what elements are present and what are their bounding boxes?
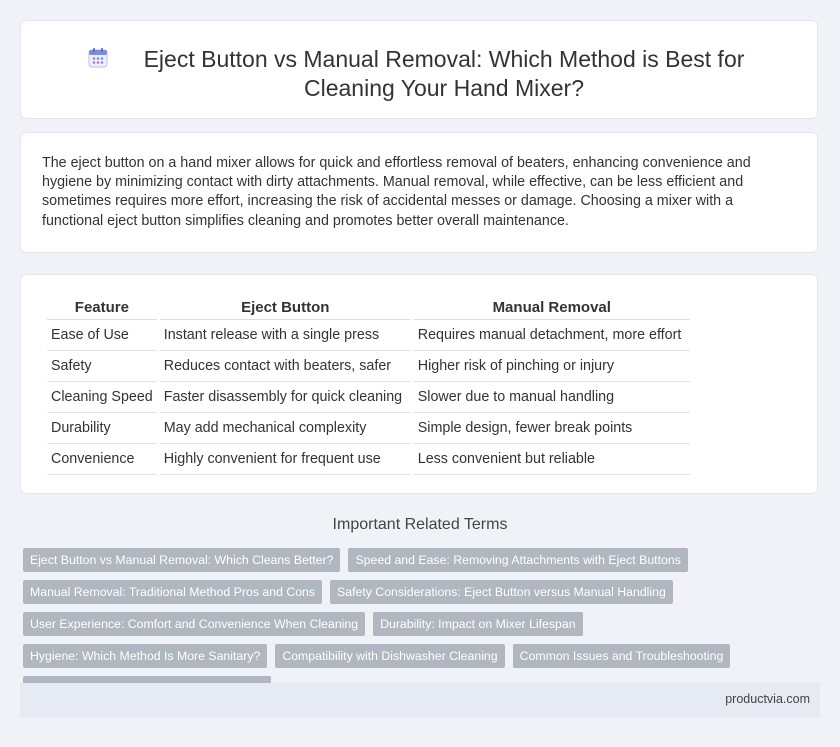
related-term-tag[interactable]: Durability: Impact on Mixer Lifespan: [373, 612, 582, 636]
related-term-tag[interactable]: Eject Button vs Manual Removal: Which Cleans Better?: [23, 548, 340, 572]
table-cell-eject: Highly convenient for frequent use: [160, 444, 411, 475]
table-cell-feature: Ease of Use: [47, 320, 157, 351]
table-row: [47, 382, 690, 413]
table-cell-manual: Less convenient but reliable: [414, 444, 690, 475]
header-manual-removal: Manual Removal: [414, 295, 690, 320]
table-cell-eject: Reduces contact with beaters, safer: [160, 351, 411, 382]
header-eject-button: Eject Button: [160, 295, 411, 320]
table-cell-manual: Slower due to manual handling: [414, 382, 690, 413]
related-term-tag[interactable]: Speed and Ease: Removing Attachments with Eject Buttons: [348, 548, 687, 572]
table-row: [47, 351, 690, 382]
related-terms-list: [23, 548, 823, 700]
table-cell-eject: May add mechanical complexity: [160, 413, 411, 444]
related-term-tag[interactable]: Manual Removal: Traditional Method Pros and Cons: [23, 580, 322, 604]
calendar-icon: [87, 47, 109, 69]
related-term-tag[interactable]: Hygiene: Which Method Is More Sanitary?: [23, 644, 267, 668]
table-row: [47, 413, 690, 444]
table-cell-eject: Instant release with a single press: [160, 320, 411, 351]
table-cell-manual: Higher risk of pinching or injury: [414, 351, 690, 382]
table-cell-eject: Faster disassembly for quick cleaning: [160, 382, 411, 413]
table-row: [47, 444, 690, 475]
intro-card: [20, 132, 818, 253]
table-cell-manual: Simple design, fewer break points: [414, 413, 690, 444]
comparison-card: [20, 274, 818, 494]
table-header-row: [47, 295, 690, 320]
related-term-tag[interactable]: Common Issues and Troubleshooting: [513, 644, 731, 668]
related-terms-heading: Important Related Terms: [332, 516, 508, 533]
page-title: Eject Button vs Manual Removal: Which Method is Best for Cleaning Your Hand Mixer?: [143, 46, 745, 101]
related-term-tag[interactable]: Compatibility with Dishwasher Cleaning: [275, 644, 504, 668]
related-term-tag[interactable]: Safety Considerations: Eject Button versus Manual Handling: [330, 580, 673, 604]
footer-site-link[interactable]: productvia.com: [725, 692, 810, 706]
title-card: [20, 20, 818, 119]
table-cell-feature: Durability: [47, 413, 157, 444]
intro-paragraph: The eject button on a hand mixer allows for quick and effortless removal of beaters, enhancing convenience and hygiene by minimizing contact with dirty attachments. Manual removal, while effective, can be less efficient and sometimes requires more effort, increasing the risk of accidental messes or damage. Choosing a mixer with a functional eject button simplifies cleaning and promotes better overall maintenance.: [42, 155, 751, 229]
footer: [20, 683, 820, 717]
header-feature: Feature: [47, 295, 157, 320]
comparison-table: [44, 295, 693, 475]
table-row: [47, 320, 690, 351]
table-cell-manual: Requires manual detachment, more effort: [414, 320, 690, 351]
table-cell-feature: Safety: [47, 351, 157, 382]
table-cell-feature: Convenience: [47, 444, 157, 475]
related-term-tag[interactable]: User Experience: Comfort and Convenience When Cleaning: [23, 612, 365, 636]
table-cell-feature: Cleaning Speed: [47, 382, 157, 413]
